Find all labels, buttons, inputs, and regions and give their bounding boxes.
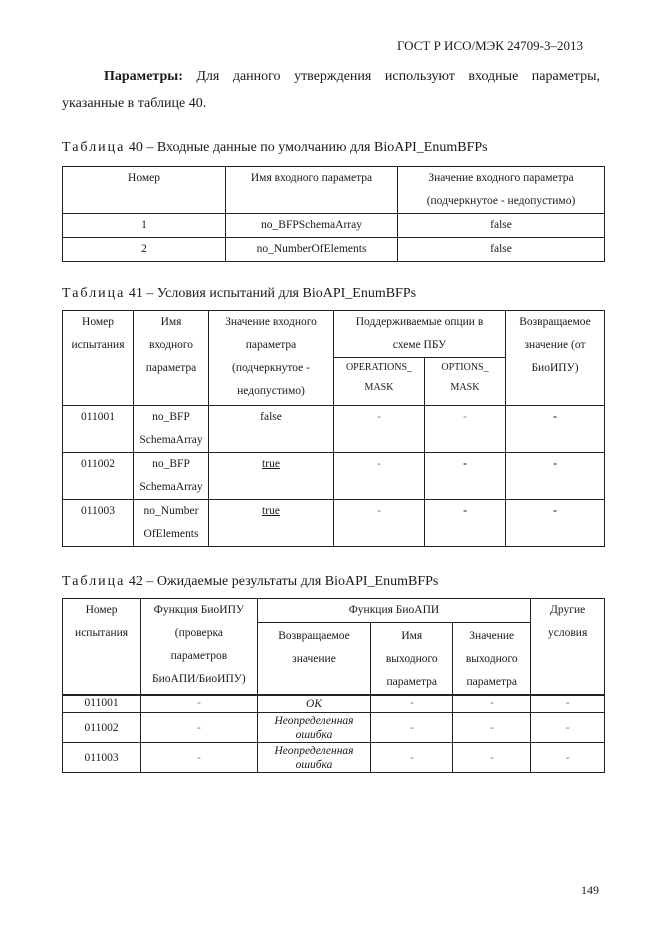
table40-cell: false (398, 214, 605, 238)
parameters-paragraph (62, 63, 600, 117)
table41-header-operations-mask: OPERATIONS_ MASK (334, 358, 425, 406)
table42-header-output-name: Имя выходного параметра (371, 623, 453, 696)
table42-cell-bioipu: - (141, 713, 258, 743)
table40-cell: 1 (63, 214, 226, 238)
table41-cell-value: true (209, 453, 334, 500)
table40 (62, 166, 605, 262)
table42-cell-bioipu: - (141, 695, 258, 713)
table-row (63, 453, 605, 500)
table42-cell-output-value: - (453, 713, 531, 743)
table42-cell-number: 011003 (63, 743, 141, 773)
table41-caption: Таблица 41 – Условия испытаний для BioAPI_EnumBFPs (62, 286, 417, 301)
table41-header-options: Поддерживаемые опции в схеме ПБУ (334, 311, 506, 358)
table42-cell-other: - (531, 713, 605, 743)
table40-cell: no_NumberOfElements (226, 238, 398, 262)
table42-header-bioipu: Функция БиоИПУ (проверка параметров БиоАПИ/БиоИПУ) (141, 599, 258, 696)
table42-cell-other: - (531, 695, 605, 713)
table42-cell-output-name: - (371, 695, 453, 713)
table41-cell-opt: - (425, 453, 506, 500)
page-number: 149 (581, 883, 599, 897)
parameters-label: Параметры: (104, 69, 183, 84)
table40-cell: false (398, 238, 605, 262)
table41-cell-name: no_BFP SchemaArray (134, 453, 209, 500)
table42-cell-number: 011002 (63, 713, 141, 743)
table42-header-other: Другие условия (531, 599, 605, 696)
table42-cell-return: OK (257, 695, 371, 713)
table41-header-value: Значение входного параметра (подчеркнутое - недопустимо) (209, 311, 334, 406)
table41-cell-return: - (506, 500, 605, 547)
table41-cell-ops: - (334, 453, 425, 500)
table42-header-output-value: Значение выходного параметра (453, 623, 531, 696)
table41-cell-value: false (209, 406, 334, 453)
table42-cell-output-name: - (371, 743, 453, 773)
table41-cell-return: - (506, 406, 605, 453)
table41-header-number: Номер испытания (63, 311, 134, 406)
table-row (63, 214, 605, 238)
table42 (62, 598, 605, 773)
table42-cell-output-value: - (453, 743, 531, 773)
table41-cell-number: 011001 (63, 406, 134, 453)
table42-header-number: Номер испытания (63, 599, 141, 696)
table42-caption: Таблица 42 – Ожидаемые результаты для BioAPI_EnumBFPs (62, 574, 439, 589)
table-row (63, 238, 605, 262)
table41-cell-value: true (209, 500, 334, 547)
table42-header-bioapi: Функция БиоАПИ (257, 599, 531, 623)
table40-header-name: Имя входного параметра (226, 167, 398, 214)
table40-header-value: Значение входного параметра (подчеркнутое - недопустимо) (398, 167, 605, 214)
table-row (63, 695, 605, 713)
table41-cell-number: 011003 (63, 500, 134, 547)
table42-cell-bioipu: - (141, 743, 258, 773)
table41-cell-return: - (506, 453, 605, 500)
table41-cell-ops: - (334, 406, 425, 453)
table41-cell-opt: - (425, 500, 506, 547)
table41-cell-name: no_BFP SchemaArray (134, 406, 209, 453)
table41-cell-opt: - (425, 406, 506, 453)
table-row (63, 406, 605, 453)
table-row (63, 713, 605, 743)
table-row (63, 500, 605, 547)
table41-header-name: Имя входного параметра (134, 311, 209, 406)
table41 (62, 310, 605, 547)
table40-caption: Таблица 40 – Входные данные по умолчанию для BioAPI_EnumBFPs (62, 140, 488, 155)
table41-cell-name: no_Number OfElements (134, 500, 209, 547)
table40-cell: no_BFPSchemaArray (226, 214, 398, 238)
table42-cell-return: Неопределенная ошибка (257, 713, 371, 743)
table-row (63, 743, 605, 773)
table41-header-options-mask: OPTIONS_ MASK (425, 358, 506, 406)
table41-header-return: Возвращаемое значение (от БиоИПУ) (506, 311, 605, 406)
table41-cell-number: 011002 (63, 453, 134, 500)
table42-cell-return: Неопределенная ошибка (257, 743, 371, 773)
page-header: ГОСТ Р ИСО/МЭК 24709-3–2013 (396, 38, 583, 53)
table42-cell-number: 011001 (63, 695, 141, 713)
table41-cell-ops: - (334, 500, 425, 547)
table42-header-return: Возвращаемое значение (257, 623, 371, 696)
table42-cell-output-value: - (453, 695, 531, 713)
parameters-text: Для данного утверждения используют входные параметры, указанные в таблице 40. (62, 69, 600, 111)
table40-header-number: Номер (63, 167, 226, 214)
table42-cell-other: - (531, 743, 605, 773)
table42-cell-output-name: - (371, 713, 453, 743)
table40-cell: 2 (63, 238, 226, 262)
